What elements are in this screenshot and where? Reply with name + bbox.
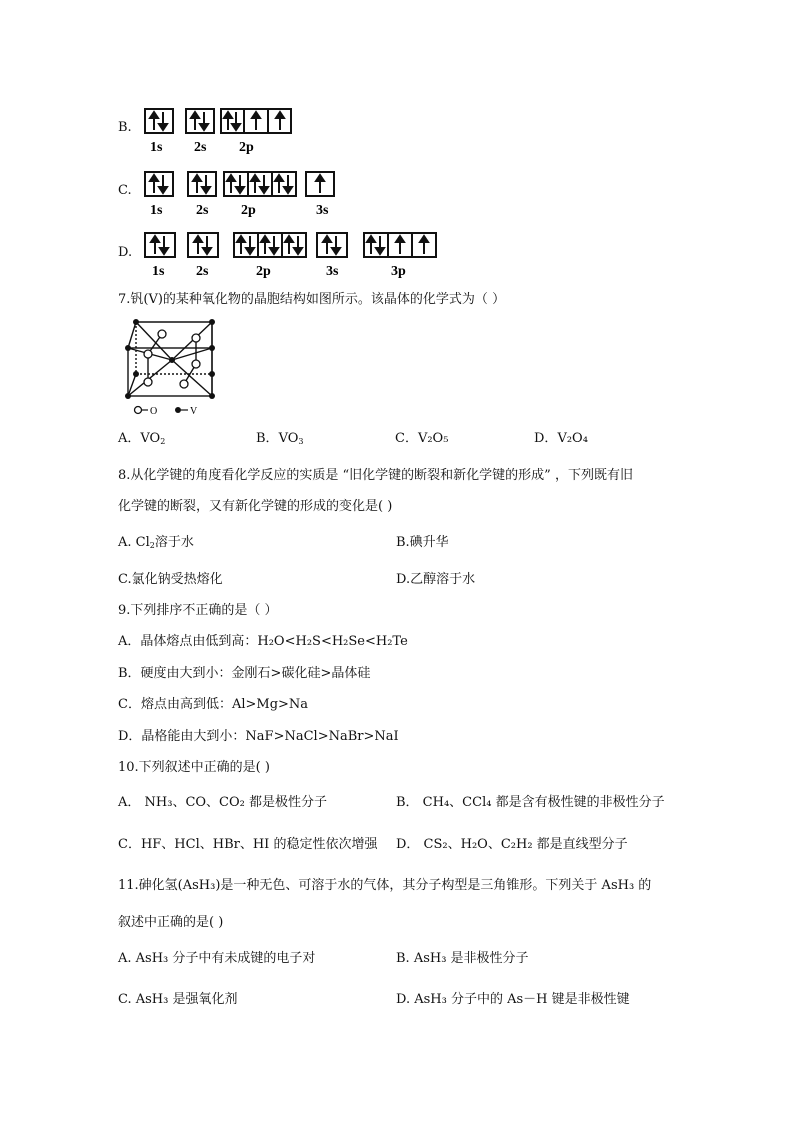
svg-text:1s: 1s — [152, 264, 165, 279]
q11-option-d: D. AsH₃ 分子中的 As－H 键是非极性键 — [396, 992, 630, 1007]
q8-option-b: B.碘升华 — [396, 535, 449, 550]
svg-text:3s: 3s — [326, 264, 339, 279]
q6-option-c-letter: C. — [118, 183, 132, 198]
q10-option-b: B． CH₄、CCl₄ 都是含有极性键的非极性分子 — [396, 795, 665, 810]
q7-stem: 7.钒(V)的某种氧化物的晶胞结构如图所示。该晶体的化学式为（ ） — [118, 292, 506, 307]
q6-option-b-orbital-diagram — [144, 108, 304, 156]
q9-option-c: C．熔点由高到低：Al>Mg>Na — [118, 697, 309, 712]
svg-text:3s: 3s — [316, 203, 329, 218]
svg-text:2s: 2s — [196, 203, 209, 218]
q7-crystal-cell-diagram — [122, 318, 222, 418]
q9-stem: 9.下列排序不正确的是（ ） — [118, 603, 278, 618]
svg-text:2p: 2p — [241, 203, 256, 218]
svg-text:2p: 2p — [256, 264, 271, 279]
svg-text:2p: 2p — [239, 140, 254, 155]
q11-option-b: B. AsH₃ 是非极性分子 — [396, 951, 529, 966]
q11-stem-line2: 叙述中正确的是( ) — [118, 915, 224, 930]
legend-o: O — [150, 406, 158, 417]
svg-text:1s: 1s — [150, 203, 163, 218]
q7-option-a: A．$VO_2$ — [118, 431, 166, 446]
legend-v: V — [190, 406, 198, 417]
q11-stem-line1: 11.砷化氢(AsH₃)是一种无色、可溶于水的气体，其分子构型是三角锥形。下列关于 AsH₃ 的 — [118, 878, 652, 893]
svg-text:2s: 2s — [196, 264, 209, 279]
q10-stem: 10.下列叙述中正确的是( ) — [118, 760, 270, 775]
q6-option-b-letter: B. — [118, 120, 132, 135]
q7-option-b: B．$VO_3$ — [256, 431, 304, 446]
q9-option-a: A．晶体熔点由低到高：H₂O<H₂S<H₂Se<H₂Te — [118, 634, 408, 649]
q10-option-c: C．HF、HCl、HBr、HI 的稳定性依次增强 — [118, 837, 378, 852]
q7-option-d: D．V₂O₄ — [534, 431, 588, 446]
q9-option-d: D．晶格能由大到小：NaF>NaCl>NaBr>NaI — [118, 729, 399, 744]
svg-text:2s: 2s — [194, 140, 207, 155]
q8-stem-line2: 化学键的断裂，又有新化学键的形成的变化是( ) — [118, 499, 393, 514]
q9-option-b: B．硬度由大到小：金刚石>碳化硅>晶体硅 — [118, 666, 371, 681]
label: 1s — [150, 140, 163, 155]
q6-option-d-orbital-diagram — [144, 232, 444, 280]
q11-option-c: C. AsH₃ 是强氧化剂 — [118, 992, 238, 1007]
q10-option-d: D． CS₂、H₂O、C₂H₂ 都是直线型分子 — [396, 837, 628, 852]
svg-text:3p: 3p — [391, 264, 406, 279]
q7-option-c: C．V₂O₅ — [395, 431, 449, 446]
q8-option-d: D.乙醇溶于水 — [396, 572, 476, 587]
q6-option-d-letter: D. — [118, 245, 133, 260]
q11-option-a: A. AsH₃ 分子中有未成键的电子对 — [118, 951, 316, 966]
q6-option-c-orbital-diagram — [144, 171, 344, 219]
q8-option-a: A. $Cl_2$溶于水 — [118, 535, 194, 550]
q8-stem-line1: 8.从化学键的角度看化学反应的实质是 “旧化学键的断裂和新化学键的形成” ，下列既有旧 — [118, 468, 633, 483]
q8-option-c: C.氯化钠受热熔化 — [118, 572, 223, 587]
q10-option-a: A． NH₃、CO、CO₂ 都是极性分子 — [118, 795, 327, 810]
